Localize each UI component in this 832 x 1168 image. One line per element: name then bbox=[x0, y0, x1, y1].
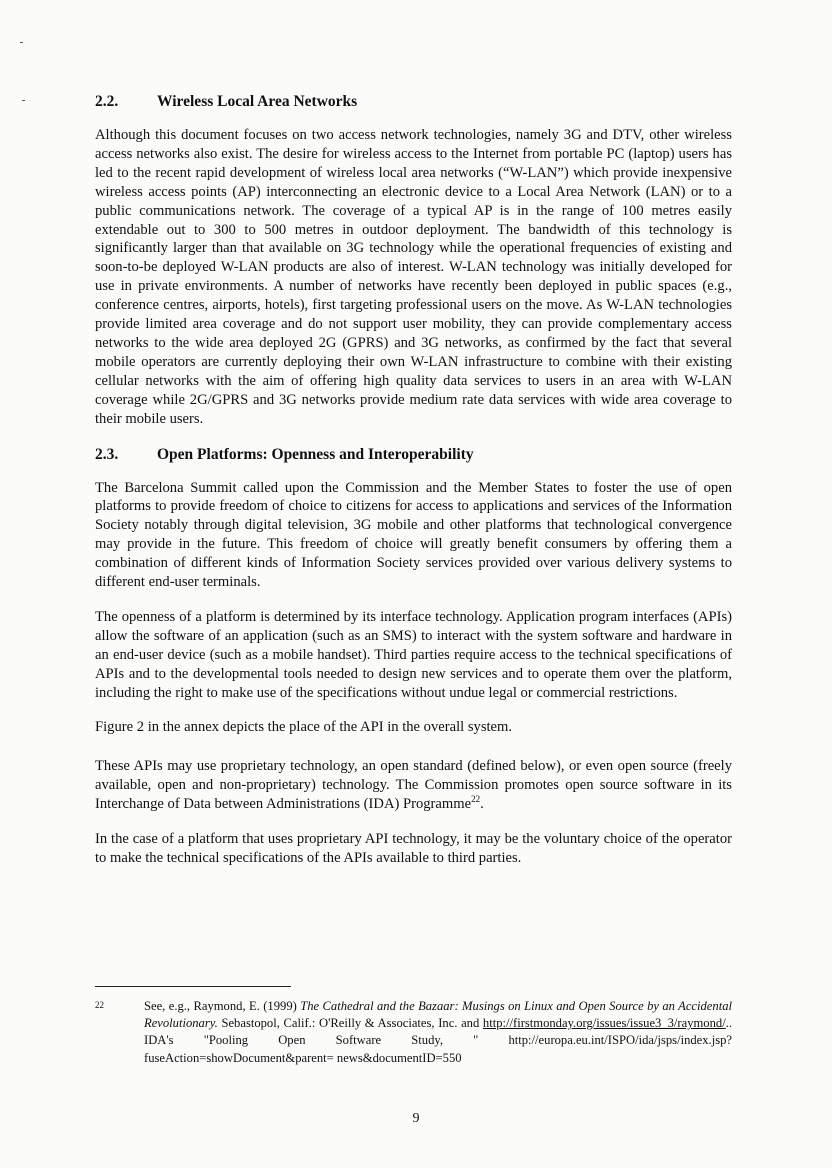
paragraph-barcelona: The Barcelona Summit called upon the Commission and the Member States to foster the use of open platforms to provide freedom of choice to citizens for access to applications and services of the Information Society notably through digital television, 3G mobile and other platforms that technological convergence may provide in the future. This freedom of choice will greatly benefit consumers by offering them a combination of different kinds of Information Society services provided over various delivery systems to different end-user terminals. bbox=[95, 479, 732, 591]
paragraph-apis-text: These APIs may use proprietary technology, an open standard (defined below), or even open source (freely available, open and non-proprietary) technology. The Commission promotes open source software in its Interchange of Data between Administrations (IDA) Programme bbox=[95, 758, 732, 813]
footnote-number: 22 bbox=[95, 1000, 104, 1010]
paragraph-figure-ref: Figure 2 in the annex depicts the place of the API in the overall system. bbox=[95, 719, 513, 736]
footnote bbox=[95, 998, 732, 1067]
section-number: 2.3. bbox=[95, 445, 119, 463]
scan-mark bbox=[22, 100, 25, 101]
section-number: 2.2. bbox=[95, 93, 119, 110]
scan-mark bbox=[20, 42, 23, 43]
section-title: Wireless Local Area Networks bbox=[157, 93, 358, 110]
paragraph-openness: The openness of a platform is determined by its interface technology. Application program interfaces (APIs) allow the software of an application (such as an SMS) to interact with the system software and hardware in an end-user device (such as a mobile handset). Third parties require access to the technical specifications of APIs and to the developmental tools needed to design new services and to operate them over the platform, including the right to make use of the specifications without undue legal or commercial restrictions. bbox=[95, 608, 732, 701]
footnote-lead: See, e.g., Raymond, E. (1999) bbox=[144, 999, 301, 1013]
footnote-reference: 22 bbox=[471, 794, 481, 805]
footnote-link-europa[interactable]: http://europa.eu.int/ISPO/ida/jsps/index.jsp?fuseAction=showDocument&parent= news&documentID=550 bbox=[144, 1033, 732, 1065]
main-content bbox=[95, 92, 732, 884]
footnote-mid: .. IDA's "Pooling Open Software Study, " bbox=[144, 1016, 732, 1048]
paragraph-wlan: Although this document focuses on two access network technologies, namely 3G and DTV, other wireless access networks also exist. The desire for wireless access to the Internet from portable PC (laptop) users has led to the recent rapid development of wireless local area networks (“W-LAN”) which provide inexpensive wireless access points (AP) interconnecting an electronic device to a Local Area Network (LAN) or to a public communications network. The coverage of a typical AP is in the range of 100 metres easily extendable out to 300 to 500 metres in outdoor deployment. The bandwidth of this technology is significantly larger than that available on 3G technology while the operational frequencies of existing and soon-to-be deployed W-LAN products are also of interest. W-LAN technology was initially developed for use in private environments. A number of networks have recently been deployed in public spaces (e.g., conference centres, airports, hotels), first targeting professional users on the move. As W-LAN technologies provide limited area coverage and do not support user mobility, they can provide complementary access networks to the wide area deployed 2G (GPRS) and 3G networks, as confirmed by the fact that several mobile operators are currently deploying their own W-LAN infrastructure to combine with their existing cellular networks with the aim of offering high quality data services to users in an area with W-LAN coverage while 2G/GPRS and 3G networks provide medium rate data services with wide area coverage to their mobile users. bbox=[95, 127, 732, 427]
footnote-divider bbox=[95, 986, 291, 987]
paragraph-apis bbox=[95, 757, 732, 814]
footnote-text bbox=[144, 998, 732, 1067]
section-heading-2-2 bbox=[95, 92, 732, 112]
page-number: 9 bbox=[412, 1111, 420, 1126]
footnote-book-title: The Cathedral and the Bazaar: Musings on Linux and Open Source by an Accidental Revolutionary. bbox=[144, 999, 732, 1031]
sentence-end: . bbox=[480, 796, 484, 813]
footnote-publisher: Sebastopol, Calif.: O'Reilly & Associates, Inc. and bbox=[217, 1016, 483, 1031]
section-heading-2-3 bbox=[95, 445, 732, 465]
paragraph-proprietary: In the case of a platform that uses proprietary API technology, it may be the voluntary choice of the operator to make the technical specifications of the APIs available to third parties. bbox=[95, 831, 732, 866]
section-title: Open Platforms: Openness and Interoperability bbox=[157, 445, 474, 463]
footnote-link-firstmonday[interactable]: http://firstmonday.org/issues/issue3_3/raymond/ bbox=[482, 1016, 726, 1031]
